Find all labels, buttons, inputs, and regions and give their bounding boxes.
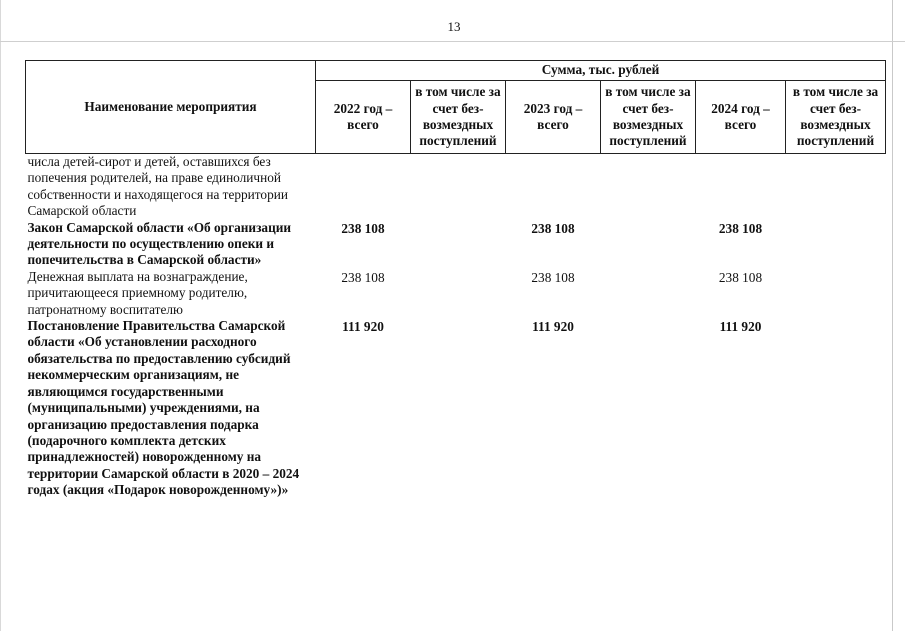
value-2024-total (696, 154, 786, 220)
table-row (26, 318, 886, 498)
value-2023-total (506, 154, 601, 220)
value-2023-gratuitous (601, 154, 696, 220)
column-header-2024-gratuitous: в том числе за счет без-возмездных поступлений (786, 81, 886, 154)
value-2022-gratuitous (411, 220, 506, 269)
table-row (26, 154, 886, 220)
scan-top-rule (0, 41, 905, 42)
table-row (26, 269, 886, 318)
row-name: числа детей-сирот и детей, оставшихся без попечения родителей, на праве единоличной собственности и находящегося на территории Самарской области (27, 154, 288, 219)
value-2024-gratuitous (786, 220, 886, 269)
value-2023-total: 238 108 (531, 220, 575, 236)
value-2022-total: 111 920 (342, 319, 384, 335)
scan-right-edge (892, 0, 893, 631)
value-2022-gratuitous (411, 154, 506, 220)
page-number: 13 (447, 19, 461, 34)
value-2024-gratuitous (786, 154, 886, 220)
column-header-2024-total: 2024 год – всего (696, 81, 786, 154)
value-2024-total: 238 108 (718, 269, 763, 285)
table-row (26, 220, 886, 269)
scan-left-edge (0, 0, 1, 631)
column-header-sum: Сумма, тыс. рублей (316, 61, 886, 81)
row-name: Постановление Правительства Самарской области «Об установлении расходного обязательства по предоставлению субсидий некоммерческим организациям, не являющимся государственными (муниципальными) учреждениями, на организацию предоставления подарка (подарочного комплекта детских принадлежностей) новорожденному на территории Самарской области в 2020 – 2024 годах (акция «Подарок новорожденному»)» (27, 318, 300, 498)
value-2024-total: 111 920 (719, 319, 762, 335)
value-2023-gratuitous (601, 269, 696, 318)
value-2024-total: 238 108 (718, 220, 763, 236)
funding-table (25, 60, 886, 499)
value-2023-gratuitous (601, 318, 696, 498)
column-header-name: Наименование мероприятия (26, 61, 316, 154)
column-header-2023-gratuitous: в том числе за счет без-возмездных поступлений (601, 81, 696, 154)
value-2022-gratuitous (411, 269, 506, 318)
value-2023-gratuitous (601, 220, 696, 269)
value-2022-total: 238 108 (341, 269, 385, 285)
value-2024-gratuitous (786, 318, 886, 498)
value-2024-gratuitous (786, 269, 886, 318)
column-header-2023-total: 2023 год – всего (506, 81, 601, 154)
value-2022-total (316, 154, 411, 220)
value-2022-gratuitous (411, 318, 506, 498)
value-2023-total: 111 920 (532, 319, 574, 335)
value-2023-total: 238 108 (531, 269, 575, 285)
value-2022-total: 238 108 (341, 220, 385, 236)
row-name: Закон Самарской области «Об организации деятельности по осуществлению опеки и попечительства в Самарской области» (27, 219, 292, 268)
row-name: Денежная выплата на вознаграждение, причитающееся приемному родителю, патронатному воспитателю (27, 268, 248, 317)
column-header-2022-gratuitous: в том числе за счет без-возмездных поступлений (411, 81, 506, 154)
column-header-2022-total: 2022 год – всего (316, 81, 411, 154)
